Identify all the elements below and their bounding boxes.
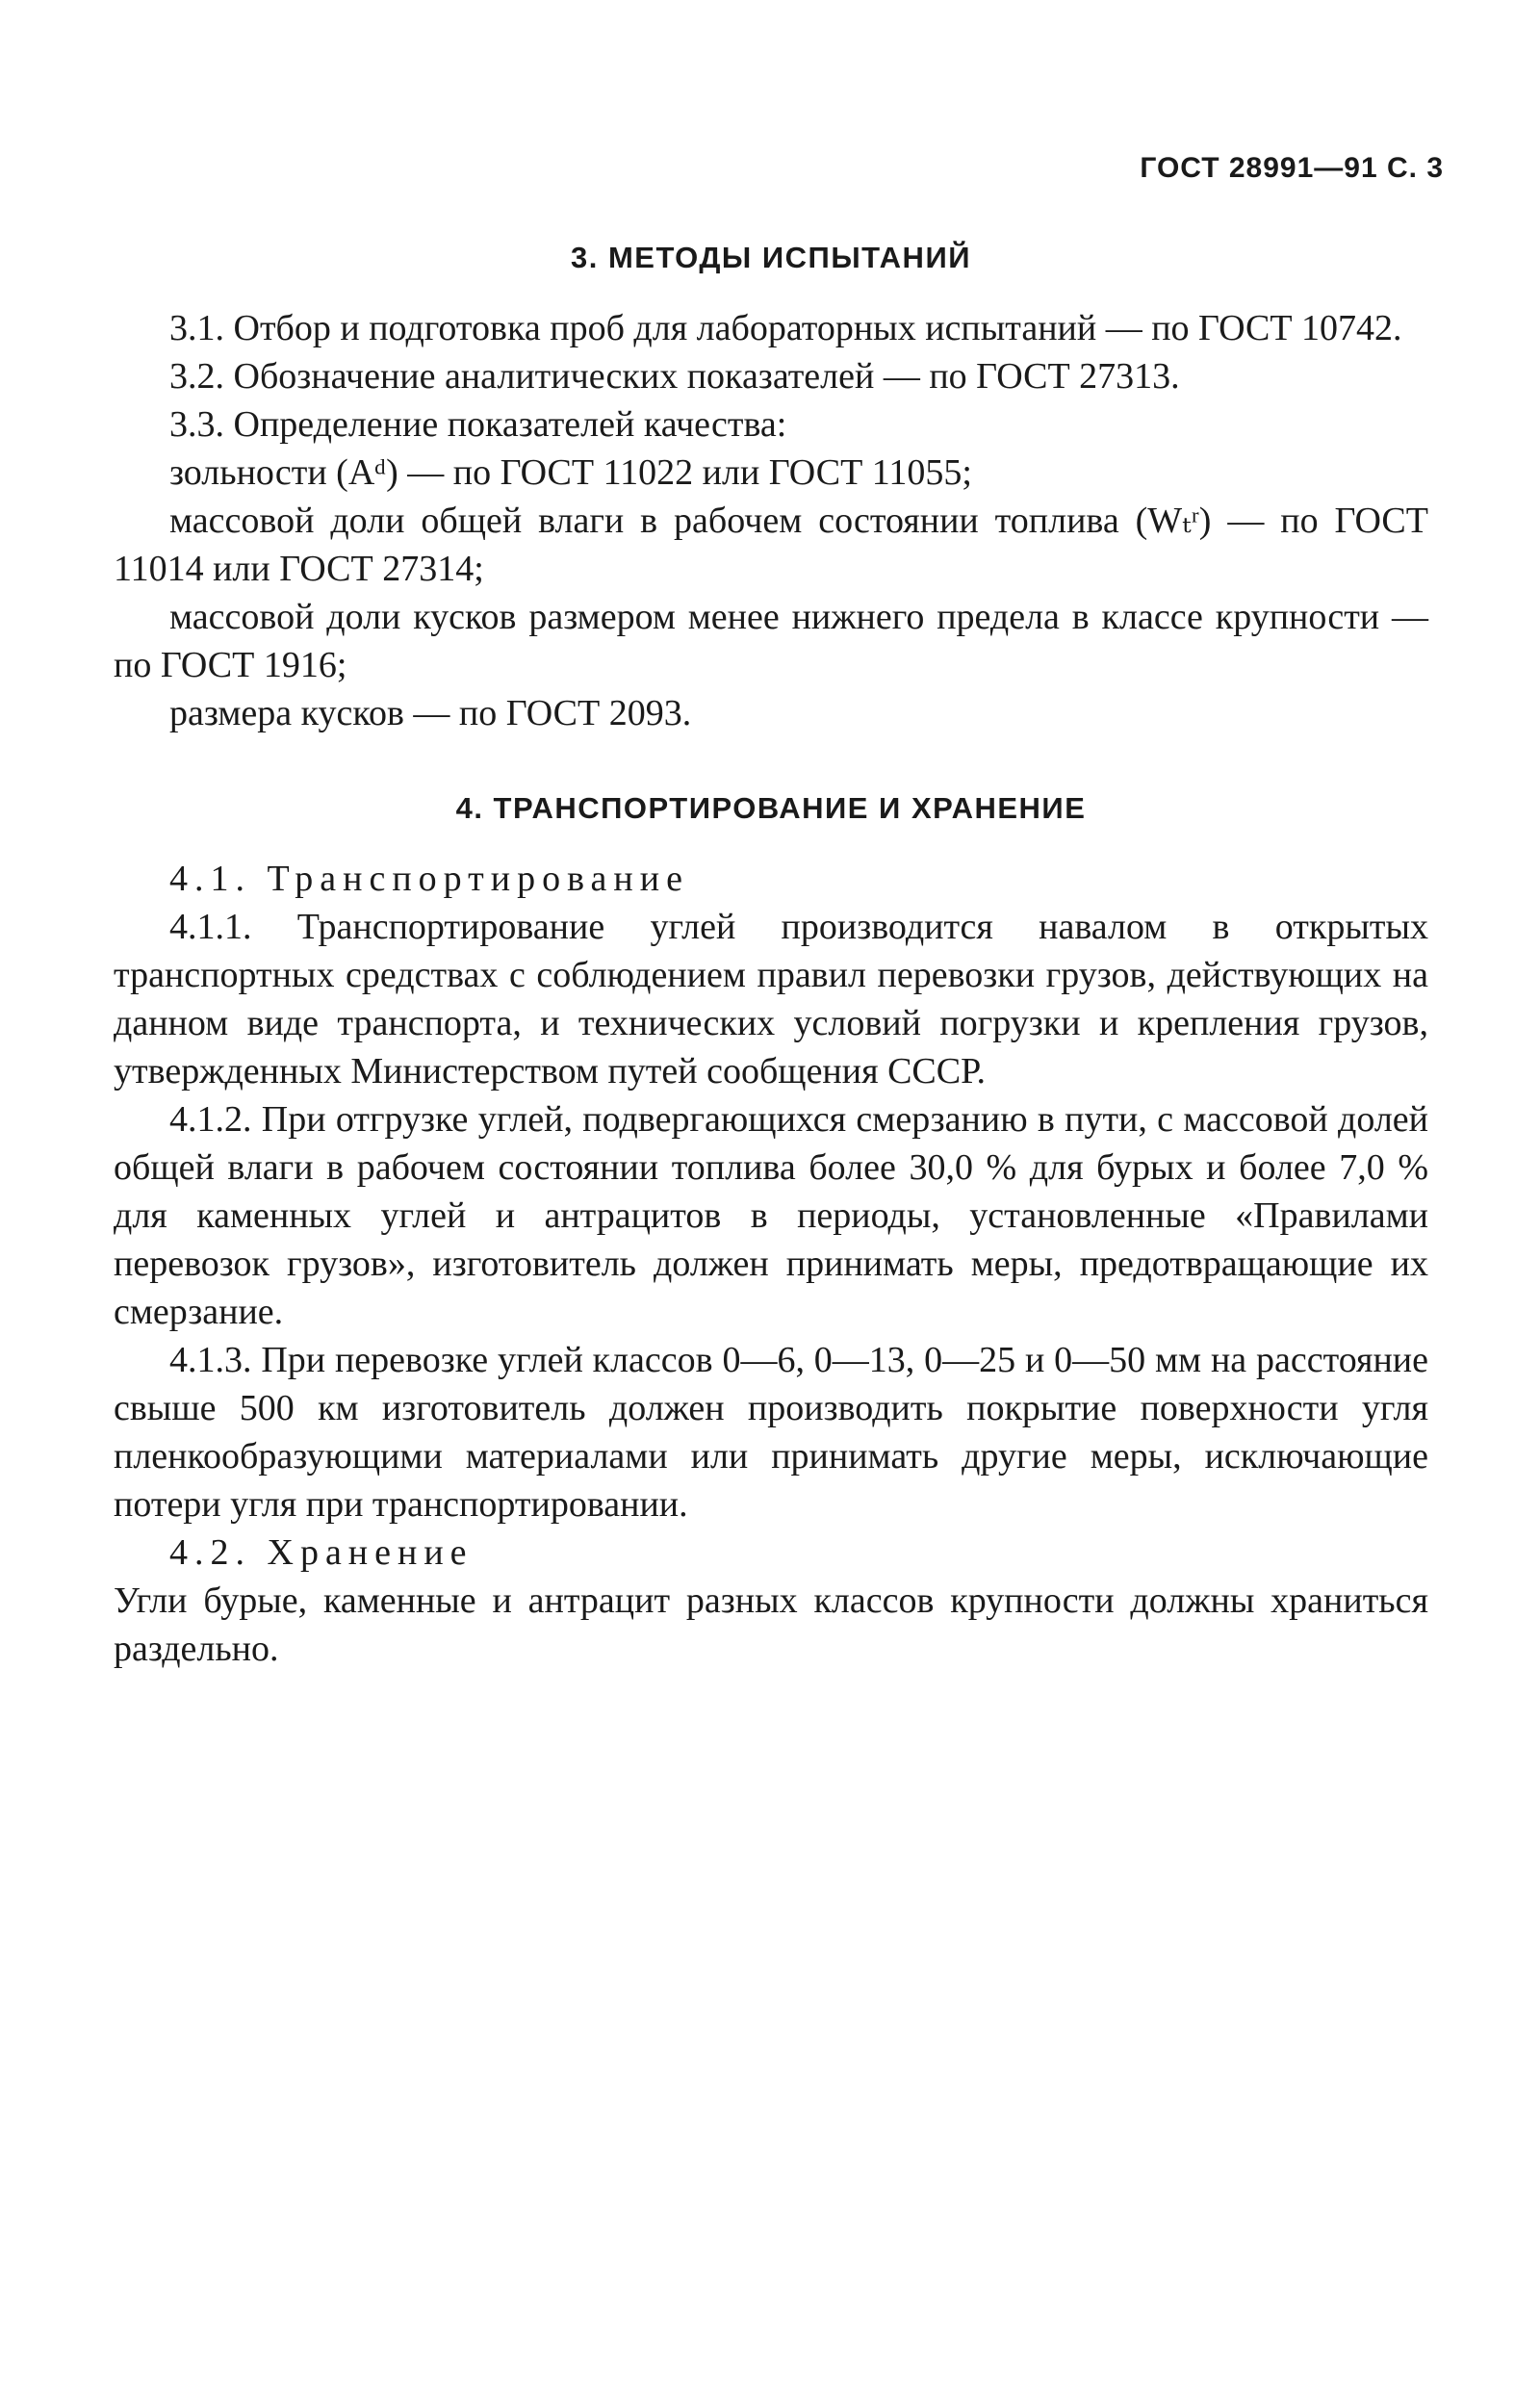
- paragraph-size: размера кусков — по ГОСТ 2093.: [169, 693, 692, 733]
- paragraph-4-2: Угли бурые, каменные и антрацит разных классов крупности должны храниться раздельно.: [114, 1580, 1428, 1669]
- subsection-4-1-title: 4.1. Транспортирование: [169, 859, 689, 899]
- paragraph-4-1-3: 4.1.3. При перевозке углей классов 0—6, 0—13, 0—25 и 0—50 мм на расстояние свыше 500 км изготовитель должен производить покрытие поверхности угля пленкообразующими материалами или принимать другие меры, исключающие потери угля при транспортировании.: [114, 1340, 1428, 1525]
- paragraph-3-2: 3.2. Обозначение аналитических показателей — по ГОСТ 27313.: [169, 356, 1180, 397]
- paragraph-3-1: 3.1. Отбор и подготовка проб для лабораторных испытаний — по ГОСТ 10742.: [169, 308, 1402, 348]
- paragraph-undersize: массовой доли кусков размером менее нижнего предела в классе крупности — по ГОСТ 1916;: [114, 597, 1428, 685]
- paragraph-moisture: массовой доли общей влаги в рабочем состоянии топлива (Wₜʳ) — по ГОСТ 11014 или ГОСТ 27314;: [114, 501, 1428, 589]
- paragraph-3-3: 3.3. Определение показателей качества:: [169, 404, 787, 445]
- document-body: [114, 241, 1428, 1673]
- subsection-4-2-title: 4.2. Хранение: [169, 1532, 474, 1573]
- paragraph-ash: зольности (Aᵈ) — по ГОСТ 11022 или ГОСТ 11055;: [169, 452, 972, 493]
- paragraph-4-1-1: 4.1.1. Транспортирование углей производится навалом в открытых транспортных средствах с соблюдением правил перевозки грузов, действующих на данном виде транспорта, и технических условий погрузки и крепления грузов, утвержденных Министерством путей сообщения СССР.: [114, 907, 1428, 1092]
- section-3-heading: 3. МЕТОДЫ ИСПЫТАНИЙ: [571, 241, 971, 274]
- paragraph-4-1-2: 4.1.2. При отгрузке углей, подвергающихся смерзанию в пути, с массовой долей общей влаги в рабочем состоянии топлива более 30,0 % для бурых и более 7,0 % для каменных углей и антрацитов в периоды, установленные «Правилами перевозок грузов», изготовитель должен принимать меры, предотвращающие их смерзание.: [114, 1099, 1428, 1332]
- page-header: ГОСТ 28991—91 С. 3: [1140, 152, 1444, 184]
- section-4-heading: 4. ТРАНСПОРТИРОВАНИЕ И ХРАНЕНИЕ: [455, 791, 1087, 825]
